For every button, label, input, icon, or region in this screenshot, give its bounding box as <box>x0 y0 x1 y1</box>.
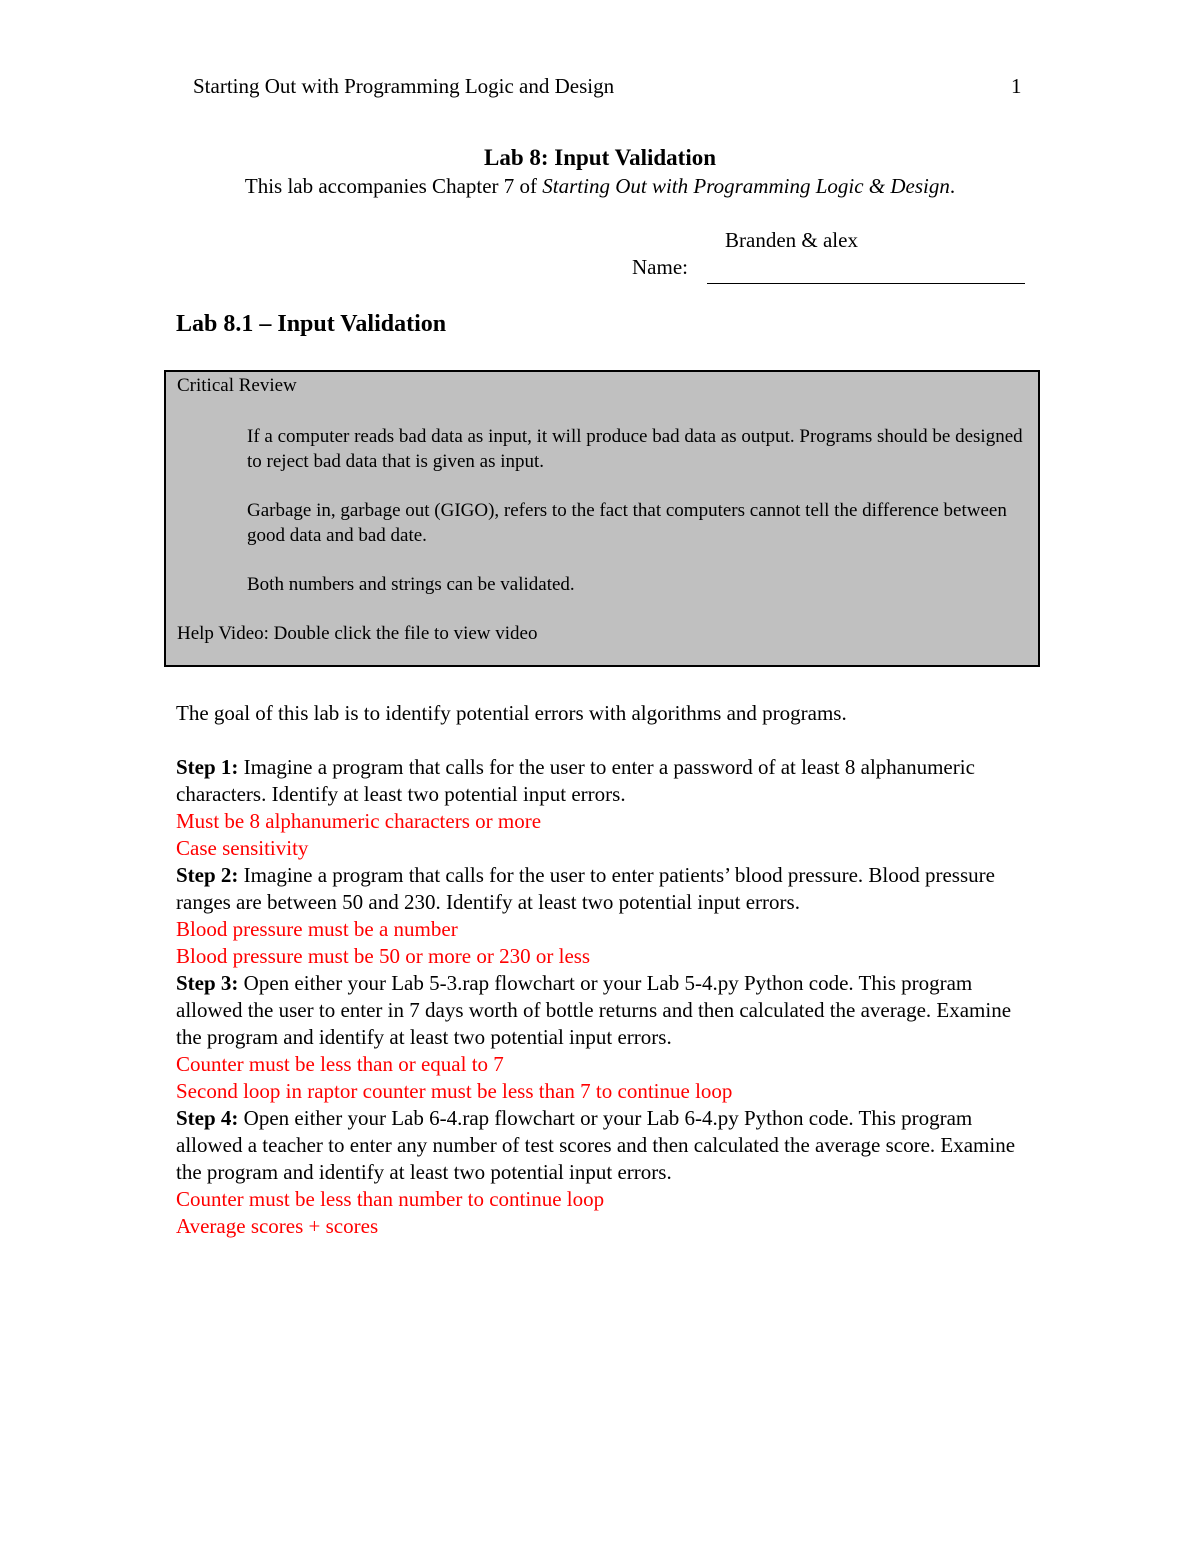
step-label: Step 1: <box>176 755 239 779</box>
step-4 <box>176 1105 1036 1186</box>
steps-list <box>176 754 1036 1240</box>
step-2 <box>176 862 1036 916</box>
step-text: Open either your Lab 6-4.rap flowchart or your Lab 6-4.py Python code. This program allowed a teacher to enter any number of test scores and then calculated the average score. Examine the program and identify at least two potential input errors. <box>176 1106 1016 1184</box>
step-text: Open either your Lab 5-3.rap flowchart or your Lab 5-4.py Python code. This program allowed the user to enter in 7 days worth of bottle returns and then calculated the average. Examine the program and identify at least two potential input errors. <box>176 971 1012 1049</box>
section-heading: Lab 8.1 – Input Validation <box>176 311 447 337</box>
critical-review-paragraph: Both numbers and strings can be validated. <box>247 574 575 595</box>
subtitle-prefix: This lab accompanies Chapter 7 of <box>244 174 543 198</box>
running-header-title: Starting Out with Programming Logic and Design <box>193 74 615 98</box>
step-text: Imagine a program that calls for the user to enter patients’ blood pressure. Blood pressure ranges are between 50 and 230. Identify at least two potential input errors. <box>176 863 995 914</box>
lab-title: Lab 8: Input Validation <box>483 145 717 170</box>
critical-review-title: Critical Review <box>177 375 297 396</box>
step-label: Step 3: <box>176 971 239 995</box>
name-field-label: Name: <box>632 255 688 279</box>
subtitle-book-title: Starting Out with Programming Logic & Design <box>542 174 950 198</box>
help-video-link[interactable]: Help Video: Double click the file to view video <box>177 623 538 644</box>
lab-goal: The goal of this lab is to identify potential errors with algorithms and programs. <box>176 701 847 725</box>
lab-subtitle <box>0 174 1200 199</box>
critical-review-paragraph: Garbage in, garbage out (GIGO), refers to the fact that computers cannot tell the difference between good data and bad date. <box>247 500 1007 546</box>
step-answer: Blood pressure must be a number <box>176 917 458 941</box>
step-label: Step 4: <box>176 1106 239 1130</box>
step-answer: Counter must be less than or equal to 7 <box>176 1052 504 1076</box>
step-answer: Must be 8 alphanumeric characters or more <box>176 809 542 833</box>
page-number: 1 <box>1011 74 1022 98</box>
step-label: Step 2: <box>176 863 239 887</box>
subtitle-suffix: . <box>949 174 956 198</box>
name-field-value[interactable]: Branden & alex <box>725 228 858 252</box>
step-answer: Average scores + scores <box>176 1214 379 1238</box>
step-answer: Blood pressure must be 50 or more or 230 or less <box>176 944 591 968</box>
step-answer: Counter must be less than number to continue loop <box>176 1187 605 1211</box>
critical-review-paragraph: If a computer reads bad data as input, it will produce bad data as output. Programs should be designed to reject bad data that is given as input. <box>247 426 1023 472</box>
step-answer: Case sensitivity <box>176 836 309 860</box>
critical-review-box <box>164 370 1040 667</box>
step-text: Imagine a program that calls for the user to enter a password of at least 8 alphanumeric characters. Identify at least two potential input errors. <box>176 755 975 806</box>
step-answer: Second loop in raptor counter must be less than 7 to continue loop <box>176 1079 733 1103</box>
step-1 <box>176 754 1036 808</box>
name-underline <box>707 283 1025 284</box>
step-3 <box>176 970 1036 1051</box>
